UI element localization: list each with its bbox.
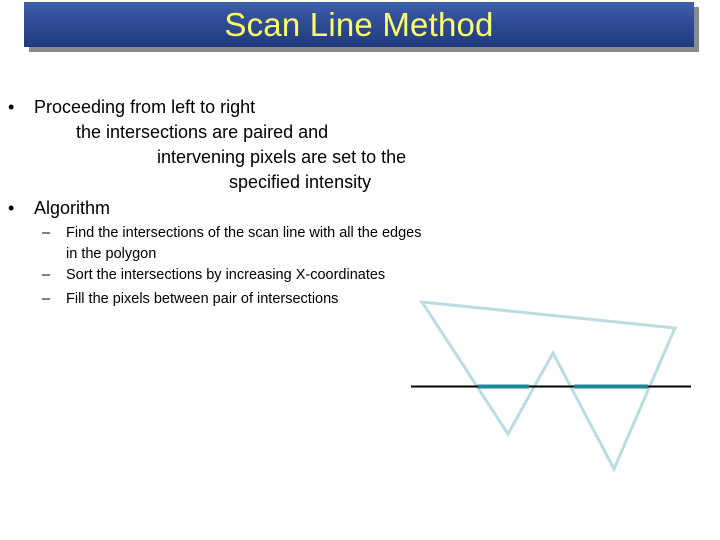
bullet-line: specified intensity [229, 172, 372, 192]
bullet-line: Proceeding from left to right [34, 97, 256, 117]
step-line: Find the intersections of the scan line with all the edges [66, 225, 422, 241]
step-line: Sort the intersections by increasing X-coordinates [66, 267, 386, 283]
slide-title: Scan Line Method [224, 5, 494, 43]
dash-symbol: – [42, 225, 51, 241]
bullet-symbol: • [8, 198, 15, 218]
bullet-line: intervening pixels are set to the [157, 147, 407, 167]
dash-symbol: – [42, 267, 51, 283]
dash-symbol: – [42, 291, 51, 307]
step-line: Fill the pixels between pair of intersections [66, 291, 339, 307]
step-line: in the polygon [66, 246, 157, 262]
bullet-line: the intersections are paired and [76, 122, 329, 142]
bullet-symbol: • [8, 97, 15, 117]
bullet-line: Algorithm [34, 198, 111, 218]
